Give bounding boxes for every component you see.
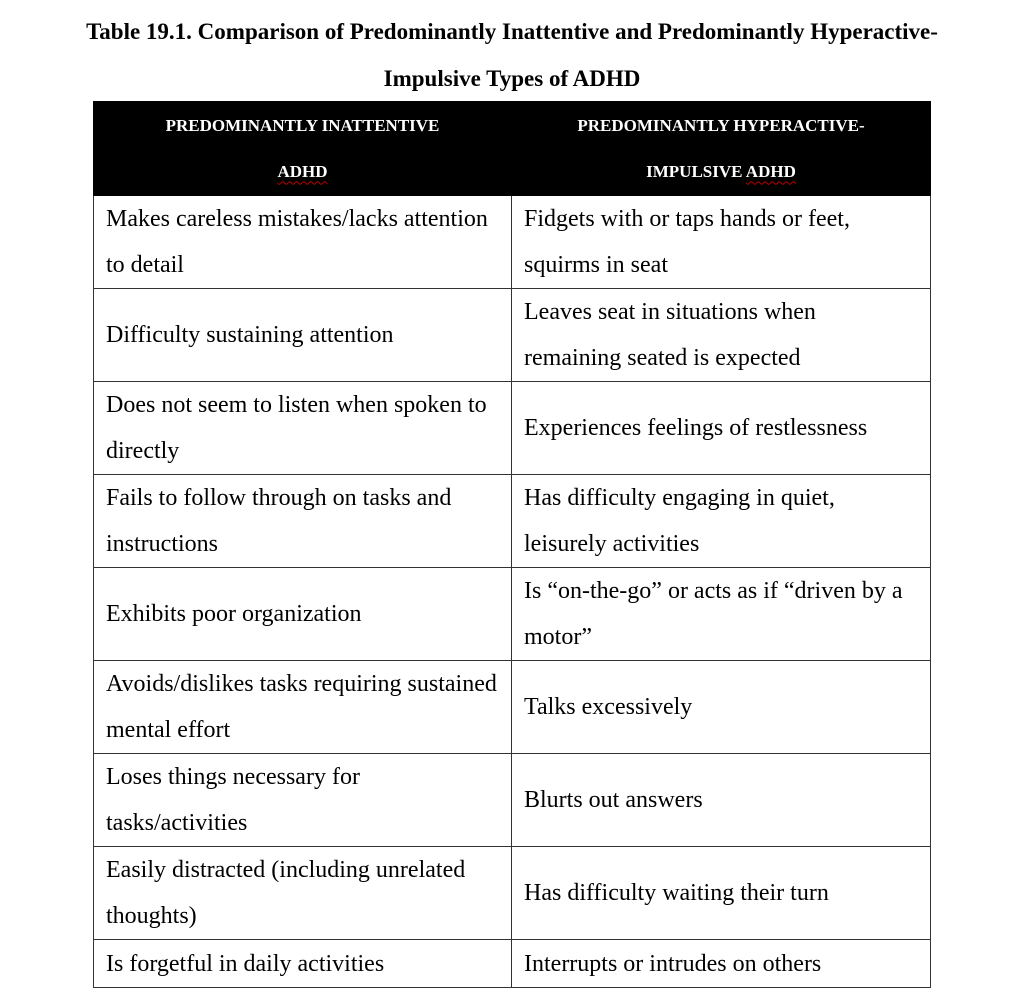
inattentive-cell: Makes careless mistakes/lacks attention to detail xyxy=(94,196,512,289)
hyperactive-cell: Blurts out answers xyxy=(512,754,931,847)
hyperactive-cell: Talks excessively xyxy=(512,661,931,754)
inattentive-cell: Avoids/dislikes tasks requiring sustained mental effort xyxy=(94,661,512,754)
table-row xyxy=(94,661,931,754)
table-row xyxy=(94,847,931,940)
inattentive-cell: Exhibits poor organization xyxy=(94,568,512,661)
table-row xyxy=(94,475,931,568)
header-hyperactive-impulsive: PREDOMINANTLY HYPERACTIVE- IMPULSIVE ADHD xyxy=(512,102,931,196)
hyperactive-cell: Experiences feelings of restlessness xyxy=(512,382,931,475)
inattentive-cell: Does not seem to listen when spoken to directly xyxy=(94,382,512,475)
caption-line-1: Table 19.1. Comparison of Predominantly Inattentive and Predominantly Hyperactive- xyxy=(86,19,938,44)
hyperactive-cell: Has difficulty waiting their turn xyxy=(512,847,931,940)
inattentive-cell: Is forgetful in daily activities xyxy=(94,940,512,988)
table-row xyxy=(94,196,931,289)
hyperactive-cell: Leaves seat in situations when remaining seated is expected xyxy=(512,289,931,382)
table-row xyxy=(94,568,931,661)
inattentive-cell: Loses things necessary for tasks/activities xyxy=(94,754,512,847)
table-header-row xyxy=(94,102,931,196)
caption-line-2: Impulsive Types of ADHD xyxy=(383,66,641,91)
table-row xyxy=(94,754,931,847)
table-row xyxy=(94,382,931,475)
table-row xyxy=(94,289,931,382)
header-inattentive: PREDOMINANTLY INATTENTIVE ADHD xyxy=(94,102,512,196)
inattentive-cell: Difficulty sustaining attention xyxy=(94,289,512,382)
inattentive-cell: Fails to follow through on tasks and instructions xyxy=(94,475,512,568)
table-caption xyxy=(0,8,1024,102)
hyperactive-cell: Interrupts or intrudes on others xyxy=(512,940,931,988)
hyperactive-cell: Fidgets with or taps hands or feet, squirms in seat xyxy=(512,196,931,289)
inattentive-cell: Easily distracted (including unrelated thoughts) xyxy=(94,847,512,940)
adhd-comparison-table xyxy=(93,101,931,988)
hyperactive-cell: Is “on-the-go” or acts as if “driven by a motor” xyxy=(512,568,931,661)
hyperactive-cell: Has difficulty engaging in quiet, leisurely activities xyxy=(512,475,931,568)
table-row xyxy=(94,940,931,988)
